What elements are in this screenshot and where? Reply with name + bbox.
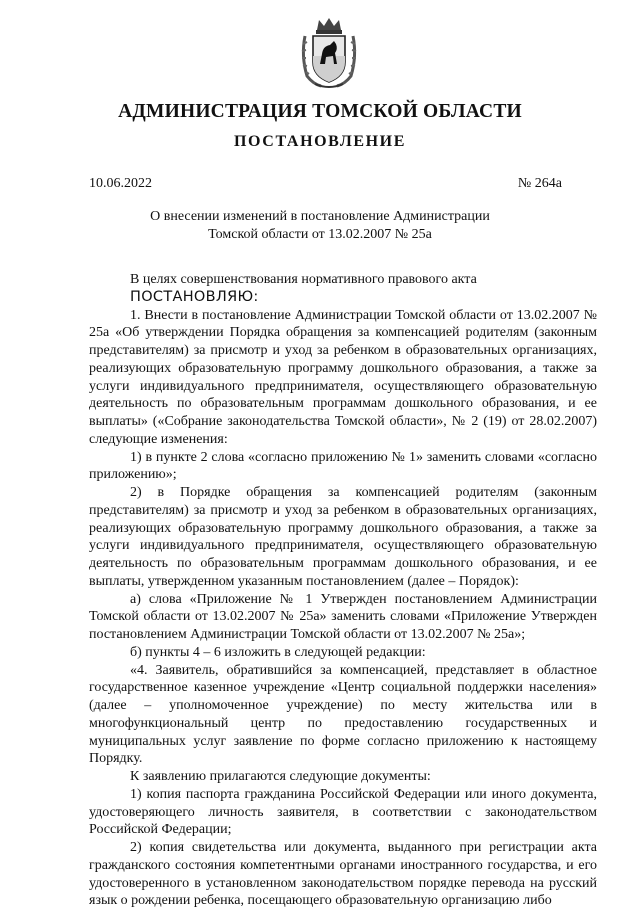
decree-word: ПОСТАНОВЛЯЮ: [130, 288, 259, 305]
subject-line-1: О внесении изменений в постановление Администрации [150, 209, 490, 224]
subject-line-2: Томской области от 13.02.2007 № 25а [208, 227, 432, 242]
preamble: В целях совершенствования нормативного правового акта [130, 272, 477, 287]
paragraph-1-2-a: а) слова «Приложение № 1 Утвержден постановлением Администрации Томской области от 13.02.2007 № 25а» заменить словами «Приложение Утвержден постановлением Администрации Томской области от 13.02.2007 № 25а»; [89, 591, 597, 642]
paragraph-1-2: 2) в Порядке обращения за компенсацией родителям (законным представителям) за присмотр и уход за ребенком в образовательных организациях, реализующих образовательную программу дошкольного образования, а также за услуги индивидуального предпринимателя, осуществляющего образовательную деятельность по образовательным программам дошкольного образования, и ее выплаты, утвержденном указанным постановлением (далее – Порядок): [89, 485, 597, 589]
paragraph-1-2-b: б) пункты 4 – 6 изложить в следующей редакции: [130, 644, 426, 660]
paragraph-4: «4. Заявитель, обратившийся за компенсацией, представляет в областное государственное казенное учреждение «Центр социальной поддержки населения» (далее – уполномоченное учреждение) по месту жительства или в многофункциональный центр по предоставлению государственных и муниципальных услуг заявление по форме согласно приложению к настоящему Порядку. [89, 662, 597, 767]
document-date: 10.06.2022 [89, 176, 152, 191]
document-item-1: 1) копия паспорта гражданина Российской Федерации или иного документа, удостоверяющего личность заявителя, в соответствии с законодательством Российской Федерации; [89, 786, 597, 838]
document-number: № 264а [517, 176, 562, 191]
document-item-2: 2) копия свидетельства или документа, выданного при регистрации акта гражданского состояния компетентными органами иностранного государства, и его удостоверенного в установленном законодательством порядке перевода на русский язык о рождении ребенка, посещающего образовательную организацию либо [89, 840, 597, 909]
paragraph-1-1: 1) в пункте 2 слова «согласно приложению № 1» заменить словами «согласно приложению»; [89, 449, 597, 483]
organization-title: АДМИНИСТРАЦИЯ ТОМСКОЙ ОБЛАСТИ [118, 101, 522, 122]
coat-of-arms-icon [299, 16, 359, 90]
paragraph-1: 1. Внести в постановление Администрации Томской области от 13.02.2007 № 25а «Об утверждении Порядка обращения за компенсацией родителям (законным представителям) за присмотр и уход за ребенком в образовательных организациях, реализующих образовательную программу дошкольного образования, а также за услуги индивидуального предпринимателя, осуществляющего образовательную деятельность по образовательным программам дошкольного образования, и ее выплаты» («Собрание законодательства Томской области», № 2 (19) от 28.02.2007) следующие изменения: [89, 307, 597, 447]
documents-intro: К заявлению прилагаются следующие документы: [130, 769, 431, 784]
document-subject [150, 208, 490, 244]
document-type: ПОСТАНОВЛЕНИЕ [234, 133, 406, 150]
document-body [89, 271, 597, 910]
